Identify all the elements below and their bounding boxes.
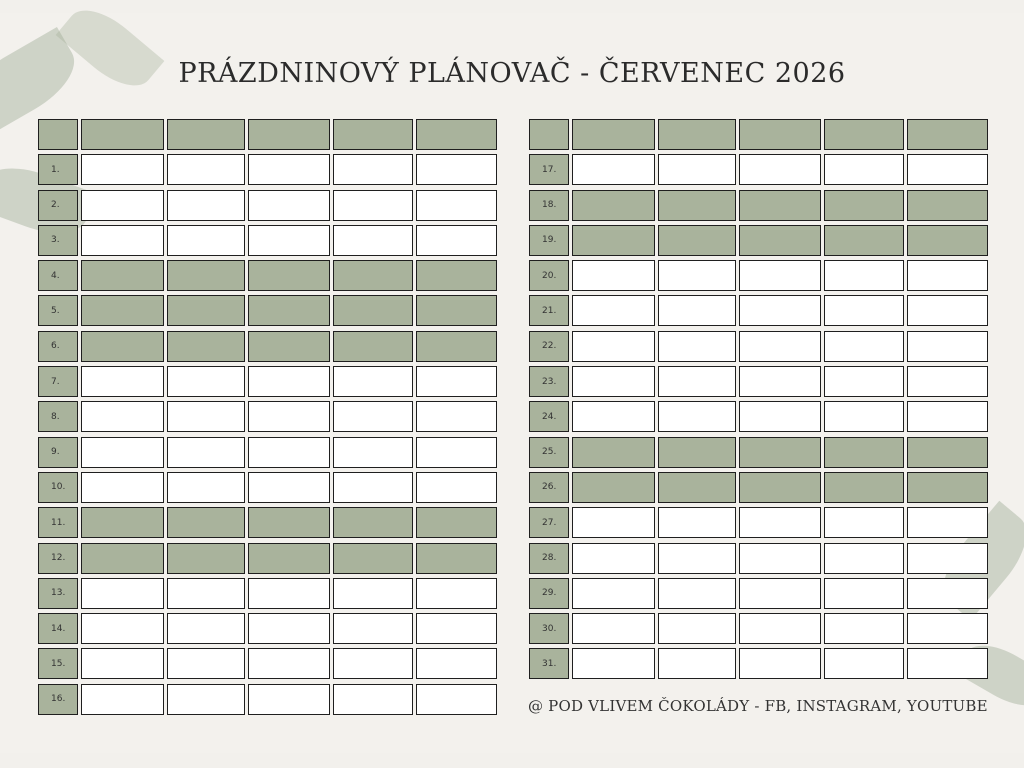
day-number: 10. — [38, 472, 78, 503]
planner-cell[interactable] — [824, 295, 904, 326]
planner-cell[interactable] — [167, 225, 245, 256]
planner-cell[interactable] — [81, 507, 164, 538]
planner-cell[interactable] — [248, 613, 330, 644]
planner-cell[interactable] — [333, 295, 413, 326]
day-row — [38, 331, 500, 362]
planner-cell[interactable] — [739, 190, 821, 221]
planner-cell[interactable] — [907, 507, 988, 538]
day-row — [38, 613, 500, 644]
planner-cell[interactable] — [572, 154, 655, 185]
planner-cell[interactable] — [658, 260, 736, 291]
planner-cell[interactable] — [572, 437, 655, 468]
day-row — [38, 260, 500, 291]
day-number: 30. — [529, 613, 569, 644]
planner-cell[interactable] — [416, 507, 497, 538]
day-number: 22. — [529, 331, 569, 362]
planner-cell[interactable] — [333, 401, 413, 432]
planner-cell[interactable] — [248, 366, 330, 397]
day-number: 8. — [38, 401, 78, 432]
planner-cell[interactable] — [572, 190, 655, 221]
planner-cell[interactable] — [81, 190, 164, 221]
planner-cell[interactable] — [333, 154, 413, 185]
planner-cell[interactable] — [333, 190, 413, 221]
planner-cell[interactable] — [167, 437, 245, 468]
planner-cell[interactable] — [739, 154, 821, 185]
header-cell — [333, 119, 413, 150]
planner-cell[interactable] — [572, 295, 655, 326]
planner-cell[interactable] — [416, 578, 497, 609]
planner-cell[interactable] — [416, 401, 497, 432]
planner-cell[interactable] — [81, 331, 164, 362]
day-number: 4. — [38, 260, 78, 291]
planner-cell[interactable] — [907, 190, 988, 221]
day-number: 19. — [529, 225, 569, 256]
planner-cell[interactable] — [167, 543, 245, 574]
planner-cell[interactable] — [333, 507, 413, 538]
planner-cell[interactable] — [572, 507, 655, 538]
day-row — [38, 295, 500, 326]
planner-cell[interactable] — [907, 437, 988, 468]
planner-cell[interactable] — [248, 507, 330, 538]
day-row — [529, 613, 991, 644]
planner-cell[interactable] — [824, 190, 904, 221]
planner-cell[interactable] — [416, 543, 497, 574]
planner-cell[interactable] — [167, 684, 245, 715]
planner-cell[interactable] — [572, 331, 655, 362]
day-number: 7. — [38, 366, 78, 397]
planner-cell[interactable] — [333, 648, 413, 679]
planner-cell[interactable] — [658, 190, 736, 221]
right-planner-table — [529, 119, 991, 684]
day-number: 15. — [38, 648, 78, 679]
header-row — [529, 119, 991, 150]
planner-cell[interactable] — [167, 507, 245, 538]
planner-cell[interactable] — [658, 154, 736, 185]
planner-cell[interactable] — [416, 437, 497, 468]
header-row — [38, 119, 500, 150]
day-row — [529, 154, 991, 185]
header-corner-cell — [38, 119, 78, 150]
day-number: 17. — [529, 154, 569, 185]
planner-cell[interactable] — [81, 613, 164, 644]
day-number: 11. — [38, 507, 78, 538]
planner-cell[interactable] — [572, 578, 655, 609]
page-title: PRÁZDNINOVÝ PLÁNOVAČ - ČERVENEC 2026 — [178, 58, 846, 89]
planner-cell[interactable] — [907, 472, 988, 503]
day-row — [38, 190, 500, 221]
planner-cell[interactable] — [333, 543, 413, 574]
planner-cell[interactable] — [416, 190, 497, 221]
header-cell — [81, 119, 164, 150]
planner-cell[interactable] — [907, 578, 988, 609]
day-row — [38, 578, 500, 609]
day-row — [38, 648, 500, 679]
planner-cell[interactable] — [248, 295, 330, 326]
planner-cell[interactable] — [739, 225, 821, 256]
planner-cell[interactable] — [824, 401, 904, 432]
planner-cell[interactable] — [572, 225, 655, 256]
planner-cell[interactable] — [416, 366, 497, 397]
planner-cell[interactable] — [658, 401, 736, 432]
planner-cell[interactable] — [416, 295, 497, 326]
day-number: 14. — [38, 613, 78, 644]
day-row — [38, 225, 500, 256]
planner-cell[interactable] — [81, 543, 164, 574]
planner-cell[interactable] — [824, 437, 904, 468]
planner-cell[interactable] — [416, 225, 497, 256]
day-row — [529, 190, 991, 221]
day-row — [529, 543, 991, 574]
planner-cell[interactable] — [248, 472, 330, 503]
planner-cell[interactable] — [81, 295, 164, 326]
planner-cell[interactable] — [572, 543, 655, 574]
planner-cell[interactable] — [658, 648, 736, 679]
planner-cell[interactable] — [658, 366, 736, 397]
day-number: 27. — [529, 507, 569, 538]
day-row — [529, 507, 991, 538]
day-number: 31. — [529, 648, 569, 679]
day-number: 26. — [529, 472, 569, 503]
day-row — [529, 401, 991, 432]
day-row — [529, 472, 991, 503]
planner-cell[interactable] — [824, 260, 904, 291]
planner-cell[interactable] — [824, 543, 904, 574]
day-row — [38, 366, 500, 397]
planner-cell[interactable] — [907, 366, 988, 397]
header-cell — [739, 119, 821, 150]
planner-cell[interactable] — [167, 472, 245, 503]
day-row — [38, 507, 500, 538]
planner-cell[interactable] — [572, 366, 655, 397]
planner-cell[interactable] — [907, 295, 988, 326]
planner-cell[interactable] — [248, 543, 330, 574]
day-number: 20. — [529, 260, 569, 291]
day-number: 23. — [529, 366, 569, 397]
planner-cell[interactable] — [907, 401, 988, 432]
planner-cell[interactable] — [81, 437, 164, 468]
planner-cell[interactable] — [167, 366, 245, 397]
planner-cell[interactable] — [167, 295, 245, 326]
planner-cell[interactable] — [167, 190, 245, 221]
day-number: 13. — [38, 578, 78, 609]
planner-cell[interactable] — [739, 295, 821, 326]
planner-cell[interactable] — [572, 260, 655, 291]
planner-cell[interactable] — [907, 543, 988, 574]
planner-cell[interactable] — [658, 225, 736, 256]
planner-cell[interactable] — [167, 578, 245, 609]
day-number: 29. — [529, 578, 569, 609]
header-corner-cell — [529, 119, 569, 150]
planner-cell[interactable] — [739, 437, 821, 468]
planner-cell[interactable] — [248, 260, 330, 291]
day-row — [38, 472, 500, 503]
planner-cell[interactable] — [333, 684, 413, 715]
planner-cell[interactable] — [658, 295, 736, 326]
planner-cell[interactable] — [333, 366, 413, 397]
day-row — [529, 295, 991, 326]
planner-cell[interactable] — [416, 472, 497, 503]
planner-cell[interactable] — [167, 331, 245, 362]
planner-cell[interactable] — [81, 648, 164, 679]
header-cell — [416, 119, 497, 150]
planner-cell[interactable] — [658, 437, 736, 468]
planner-cell[interactable] — [81, 578, 164, 609]
planner-cell[interactable] — [572, 648, 655, 679]
planner-cell[interactable] — [81, 472, 164, 503]
header-cell — [248, 119, 330, 150]
planner-cell[interactable] — [248, 331, 330, 362]
planner-cell[interactable] — [739, 507, 821, 538]
planner-cell[interactable] — [167, 154, 245, 185]
day-row — [529, 366, 991, 397]
planner-cell[interactable] — [248, 225, 330, 256]
day-row — [529, 648, 991, 679]
planner-cell[interactable] — [248, 578, 330, 609]
day-number: 5. — [38, 295, 78, 326]
planner-cell[interactable] — [658, 507, 736, 538]
planner-cell[interactable] — [416, 260, 497, 291]
planner-cell[interactable] — [416, 684, 497, 715]
day-row — [529, 437, 991, 468]
planner-cell[interactable] — [167, 401, 245, 432]
planner-cell[interactable] — [333, 437, 413, 468]
planner-cell[interactable] — [572, 472, 655, 503]
planner-cell[interactable] — [333, 613, 413, 644]
planner-cell[interactable] — [907, 225, 988, 256]
planner-cell[interactable] — [739, 401, 821, 432]
header-cell — [572, 119, 655, 150]
planner-cell[interactable] — [824, 578, 904, 609]
planner-cell[interactable] — [416, 648, 497, 679]
planner-cell[interactable] — [167, 648, 245, 679]
planner-cell[interactable] — [739, 578, 821, 609]
day-number: 24. — [529, 401, 569, 432]
day-row — [529, 225, 991, 256]
left-planner-table — [38, 119, 500, 719]
day-number: 3. — [38, 225, 78, 256]
planner-cell[interactable] — [333, 472, 413, 503]
planner-cell[interactable] — [824, 154, 904, 185]
footer-credit: @ POD VLIVEM ČOKOLÁDY - FB, INSTAGRAM, YOUTUBE — [528, 697, 988, 715]
planner-cell[interactable] — [81, 401, 164, 432]
day-row — [529, 260, 991, 291]
planner-cell[interactable] — [572, 401, 655, 432]
planner-cell[interactable] — [333, 578, 413, 609]
planner-cell[interactable] — [167, 260, 245, 291]
planner-cell[interactable] — [248, 684, 330, 715]
planner-cell[interactable] — [333, 331, 413, 362]
planner-cell[interactable] — [248, 401, 330, 432]
planner-cell[interactable] — [824, 507, 904, 538]
planner-cell[interactable] — [824, 331, 904, 362]
day-number: 18. — [529, 190, 569, 221]
day-number: 2. — [38, 190, 78, 221]
planner-cell[interactable] — [81, 154, 164, 185]
planner-cell[interactable] — [907, 260, 988, 291]
planner-cell[interactable] — [81, 225, 164, 256]
day-row — [529, 331, 991, 362]
day-row — [38, 684, 500, 715]
planner-cell[interactable] — [248, 190, 330, 221]
day-row — [38, 401, 500, 432]
planner-cell[interactable] — [572, 613, 655, 644]
day-number: 12. — [38, 543, 78, 574]
planner-cell[interactable] — [824, 225, 904, 256]
planner-cell[interactable] — [739, 331, 821, 362]
planner-cell[interactable] — [739, 366, 821, 397]
planner-cell[interactable] — [81, 260, 164, 291]
day-number: 9. — [38, 437, 78, 468]
planner-cell[interactable] — [658, 578, 736, 609]
planner-cell[interactable] — [658, 331, 736, 362]
header-cell — [167, 119, 245, 150]
planner-cell[interactable] — [739, 648, 821, 679]
planner-cell[interactable] — [81, 684, 164, 715]
day-number: 16. — [38, 684, 78, 715]
planner-cell[interactable] — [739, 543, 821, 574]
day-row — [38, 543, 500, 574]
planner-cell[interactable] — [907, 648, 988, 679]
planner-cell[interactable] — [333, 225, 413, 256]
header-cell — [824, 119, 904, 150]
header-cell — [658, 119, 736, 150]
planner-cell[interactable] — [824, 472, 904, 503]
planner-cell[interactable] — [658, 543, 736, 574]
planner-cell[interactable] — [416, 331, 497, 362]
planner-cell[interactable] — [416, 154, 497, 185]
planner-cell[interactable] — [907, 613, 988, 644]
planner-cell[interactable] — [81, 366, 164, 397]
planner-cell[interactable] — [167, 613, 245, 644]
day-number: 21. — [529, 295, 569, 326]
planner-cell[interactable] — [824, 648, 904, 679]
day-number: 1. — [38, 154, 78, 185]
planner-cell[interactable] — [907, 154, 988, 185]
planner-cell[interactable] — [333, 260, 413, 291]
planner-cell[interactable] — [739, 613, 821, 644]
day-row — [38, 437, 500, 468]
planner-cell[interactable] — [824, 366, 904, 397]
planner-cell[interactable] — [248, 648, 330, 679]
planner-cell[interactable] — [658, 472, 736, 503]
planner-cell[interactable] — [248, 154, 330, 185]
planner-cell[interactable] — [739, 260, 821, 291]
day-row — [529, 578, 991, 609]
planner-cell[interactable] — [658, 613, 736, 644]
day-number: 25. — [529, 437, 569, 468]
day-number: 28. — [529, 543, 569, 574]
day-row — [38, 154, 500, 185]
header-cell — [907, 119, 988, 150]
planner-cell[interactable] — [416, 613, 497, 644]
planner-cell[interactable] — [824, 613, 904, 644]
day-number: 6. — [38, 331, 78, 362]
planner-cell[interactable] — [907, 331, 988, 362]
planner-cell[interactable] — [739, 472, 821, 503]
planner-cell[interactable] — [248, 437, 330, 468]
